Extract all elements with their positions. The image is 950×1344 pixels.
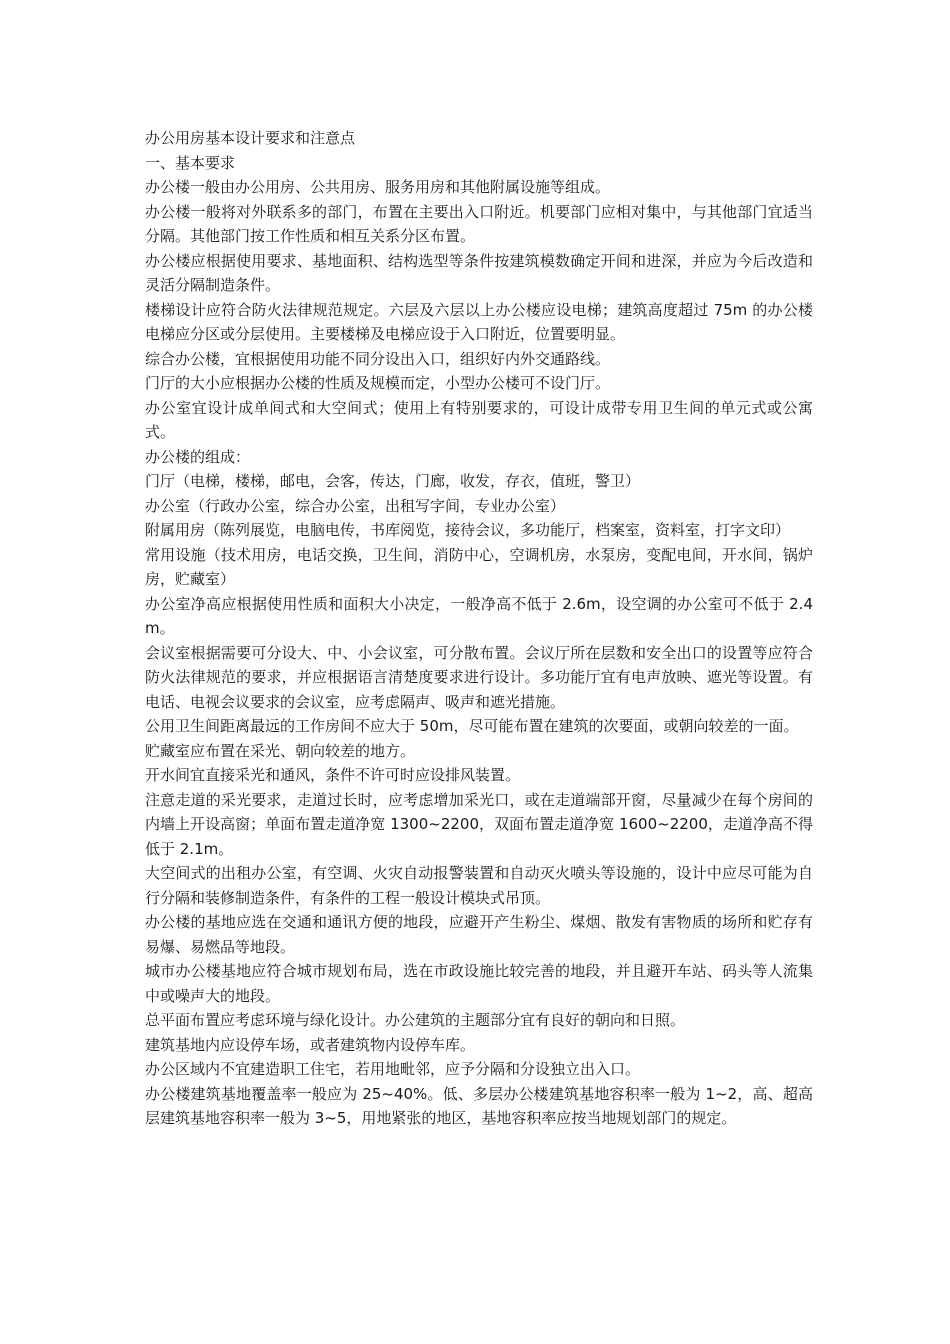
paragraph: 办公楼应根据使用要求、基地面积、结构选型等条件按建筑模数确定开间和进深，并应为今后改造和灵活分隔制造条件。 [145, 251, 813, 294]
paragraph: 贮藏室应布置在采光、朝向较差的地方。 [145, 741, 416, 760]
paragraph: 注意走道的采光要求，走道过长时，应考虑增加采光口，或在走道端部开窗，尽量减少在每个房间的内墙上开设高窗；单面布置走道净宽 1300~2200，双面布置走道净宽 1600~2200，走道净高不得低于 2.1m。 [145, 790, 813, 858]
paragraph: 公用卫生间距离最远的工作房间不应大于 50m，尽可能布置在建筑的次要面，或朝向较差的一面。 [145, 717, 799, 735]
paragraph: 办公室（行政办公室，综合办公室，出租写字间，专业办公室） [145, 496, 566, 515]
paragraph: 办公楼建筑基地覆盖率一般应为 25~40%。低、多层办公楼建筑基地容积率一般为 1~2，高、超高层建筑基地容积率一般为 3~5，用地紧张的地区，基地容积率应按当地规划部门的规定。 [145, 1084, 813, 1127]
paragraph: 常用设施（技术用房，电话交换，卫生间，消防中心，空调机房，水泵房，变配电间，开水间，锅炉房，贮藏室） [145, 545, 813, 588]
paragraph: 办公楼的组成： [145, 447, 251, 466]
paragraph: 会议室根据需要可分设大、中、小会议室，可分散布置。会议厅所在层数和安全出口的设置等应符合防火法律规范的要求，并应根据语言清楚度要求进行设计。多功能厅宜有电声放映、遮光等设置。有电话、电视会议要求的会议室，应考虑隔声、吸声和遮光措施。 [145, 643, 813, 711]
paragraph: 办公楼一般将对外联系多的部门，布置在主要出入口附近。机要部门应相对集中，与其他部门宜适当分隔。其他部门按工作性质和相互关系分区布置。 [145, 202, 813, 245]
document-body [145, 126, 813, 1131]
paragraph: 大空间式的出租办公室，有空调、火灾自动报警装置和自动灭火喷头等设施的，设计中应尽可能为自行分隔和装修制造条件，有条件的工程一般设计模块式吊顶。 [145, 864, 813, 907]
paragraph: 门厅的大小应根据办公楼的性质及规模而定，小型办公楼可不设门厅。 [145, 374, 611, 392]
paragraph: 办公楼一般由办公用房、公共用房、服务用房和其他附属设施等组成。 [145, 178, 611, 196]
paragraph: 开水间宜直接采光和通风，条件不许可时应设排风装置。 [145, 766, 521, 784]
paragraph: 办公室宜设计成单间式和大空间式；使用上有特别要求的，可设计成带专用卫生间的单元式或公寓式。 [145, 398, 813, 441]
paragraph: 城市办公楼基地应符合城市规划布局，选在市政设施比较完善的地段，并且避开车站、码头等人流集中或噪声大的地段。 [145, 962, 813, 1005]
paragraph: 楼梯设计应符合防火法律规范规定。六层及六层以上办公楼应设电梯；建筑高度超过 75m 的办公楼电梯应分区或分层使用。主要楼梯及电梯应设于入口附近，位置要明显。 [145, 300, 813, 343]
paragraph: 办公区域内不宜建造职工住宅，若用地毗邻，应予分隔和分设独立出入口。 [145, 1060, 641, 1078]
section-heading: 一、基本要求 [145, 153, 236, 172]
paragraph: 办公室净高应根据使用性质和面积大小决定，一般净高不低于 2.6m，设空调的办公室可不低于 2.4m。 [145, 594, 813, 637]
document-title: 办公用房基本设计要求和注意点 [145, 129, 356, 147]
paragraph: 门厅（电梯，楼梯，邮电，会客，传达，门廊，收发，存衣，值班，警卫） [145, 472, 641, 490]
paragraph: 建筑基地内应设停车场，或者建筑物内设停车库。 [145, 1035, 476, 1054]
paragraph: 附属用房（陈列展览，电脑电传，书库阅览，接待会议，多功能厅，档案室，资料室，打字文印） [145, 521, 791, 539]
paragraph: 综合办公楼，宜根据使用功能不同分设出入口，组织好内外交通路线。 [145, 349, 611, 368]
paragraph: 总平面布置应考虑环境与绿化设计。办公建筑的主题部分宜有良好的朝向和日照。 [145, 1011, 686, 1029]
paragraph: 办公楼的基地应选在交通和通讯方便的地段，应避开产生粉尘、煤烟、散发有害物质的场所和贮存有易爆、易燃品等地段。 [145, 913, 813, 956]
